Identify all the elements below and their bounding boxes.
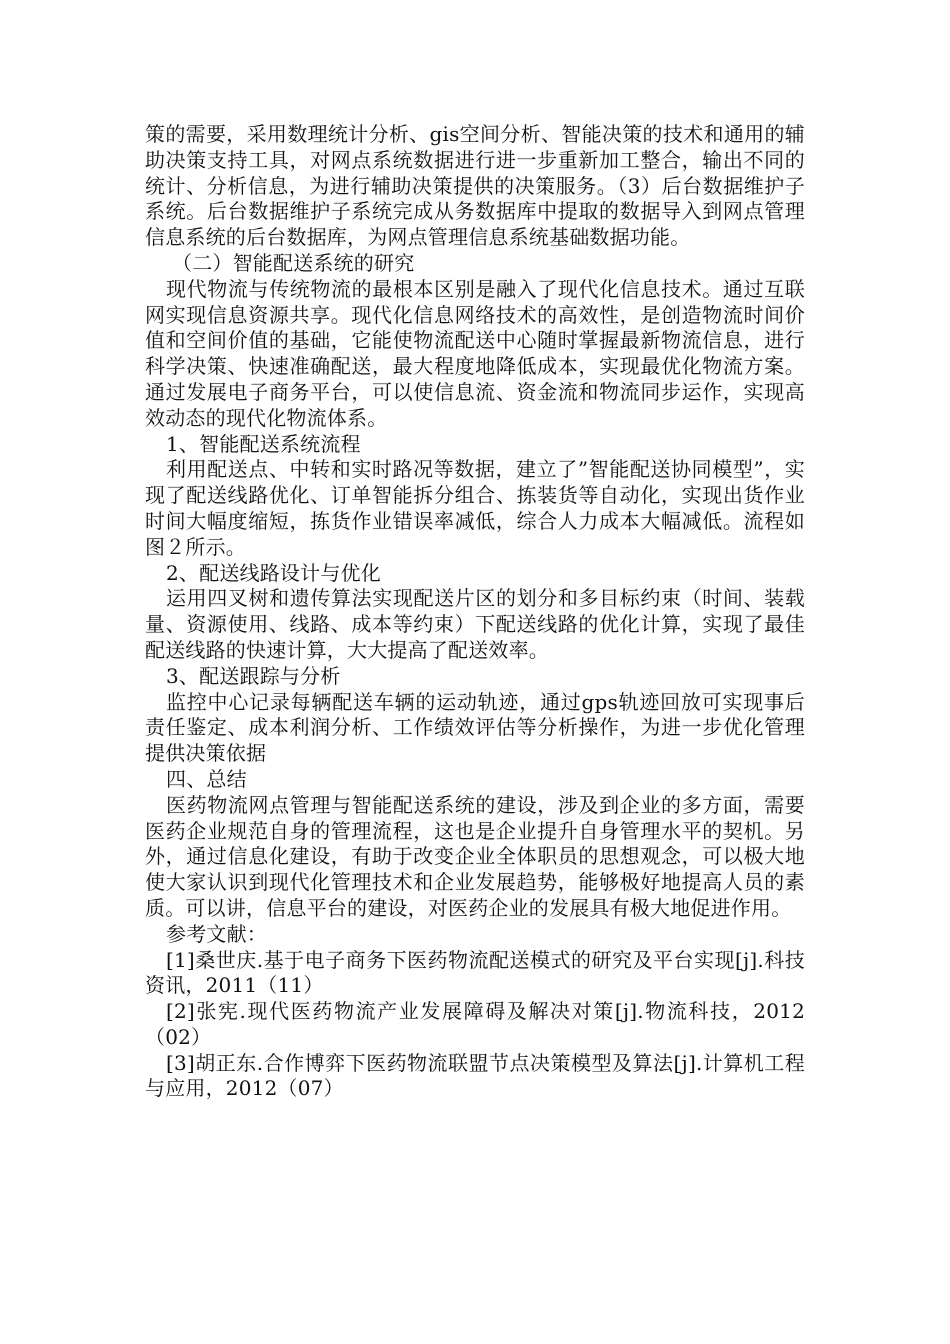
section-heading: 四、总结 [166, 766, 247, 791]
subsection-heading: 1、智能配送系统流程 [166, 431, 361, 456]
reference-item: [1]桑世庆.基于电子商务下医药物流配送模式的研究及平台实现[j].科技资讯，2011（11） [145, 947, 805, 998]
subsection-heading: 2、配送线路设计与优化 [166, 560, 381, 585]
reference-item: [3]胡正东.合作博弈下医药物流联盟节点决策模型及算法[j].计算机工程与应用，2012（07） [145, 1050, 805, 1101]
body-paragraph: 医药物流网点管理与智能配送系统的建设，涉及到企业的多方面，需要医药企业规范自身的管理流程，这也是企业提升自身管理水平的契机。另外，通过信息化建设，有助于改变企业全体职员的思想观念，可以极大地使大家认识到现代化管理技术和企业发展趋势，能够极好地提高人员的素质。可以讲，信息平台的建设，对医药企业的发展具有极大地促进作用。 [145, 792, 805, 920]
subsection-heading: 3、配送跟踪与分析 [166, 663, 341, 688]
body-paragraph: 利用配送点、中转和实时路况等数据，建立了”智能配送协同模型”，实现了配送线路优化、订单智能拆分组合、拣装货等自动化，实现出货作业时间大幅度缩短，拣货作业错误率减低，综合人力成本大幅减低。流程如图２所示。 [145, 457, 805, 559]
reference-item: [2]张宪.现代医药物流产业发展障碍及解决对策[j].物流科技，2012（02） [145, 999, 805, 1049]
body-paragraph: 监控中心记录每辆配送车辆的运动轨迹，通过gps轨迹回放可实现事后责任鉴定、成本利润分析、工作绩效评估等分析操作，为进一步优化管理提供决策依据 [145, 689, 805, 766]
body-paragraph: 策的需要，采用数理统计分析、gis空间分析、智能决策的技术和通用的辅助决策支持工具，对网点系统数据进行进一步重新加工整合，输出不同的统计、分析信息，为进行辅助决策提供的决策服务。（3）后台数据维护子系统。后台数据维护子系统完成从务数据库中提取的数据导入到网点管理信息系统的后台数据库，为网点管理信息系统基础数据功能。 [145, 122, 805, 250]
references-heading: 参考文献： [166, 921, 267, 946]
body-paragraph: 运用四叉树和遗传算法实现配送片区的划分和多目标约束（时间、装载量、资源使用、线路、成本等约束）下配送线路的优化计算，实现了最佳配送线路的快速计算，大大提高了配送效率。 [145, 586, 805, 662]
body-paragraph: 现代物流与传统物流的最根本区别是融入了现代化信息技术。通过互联网实现信息资源共享。现代化信息网络技术的高效性，是创造物流时间价值和空间价值的基础，它能使物流配送中心随时掌握最新物流信息，进行科学决策、快速准确配送，最大程度地降低成本，实现最优化物流方案。通过发展电子商务平台，可以使信息流、资金流和物流同步运作，实现高效动态的现代化物流体系。 [145, 276, 805, 430]
document-body [145, 122, 805, 1102]
section-heading: （二）智能配送系统的研究 [172, 250, 415, 275]
